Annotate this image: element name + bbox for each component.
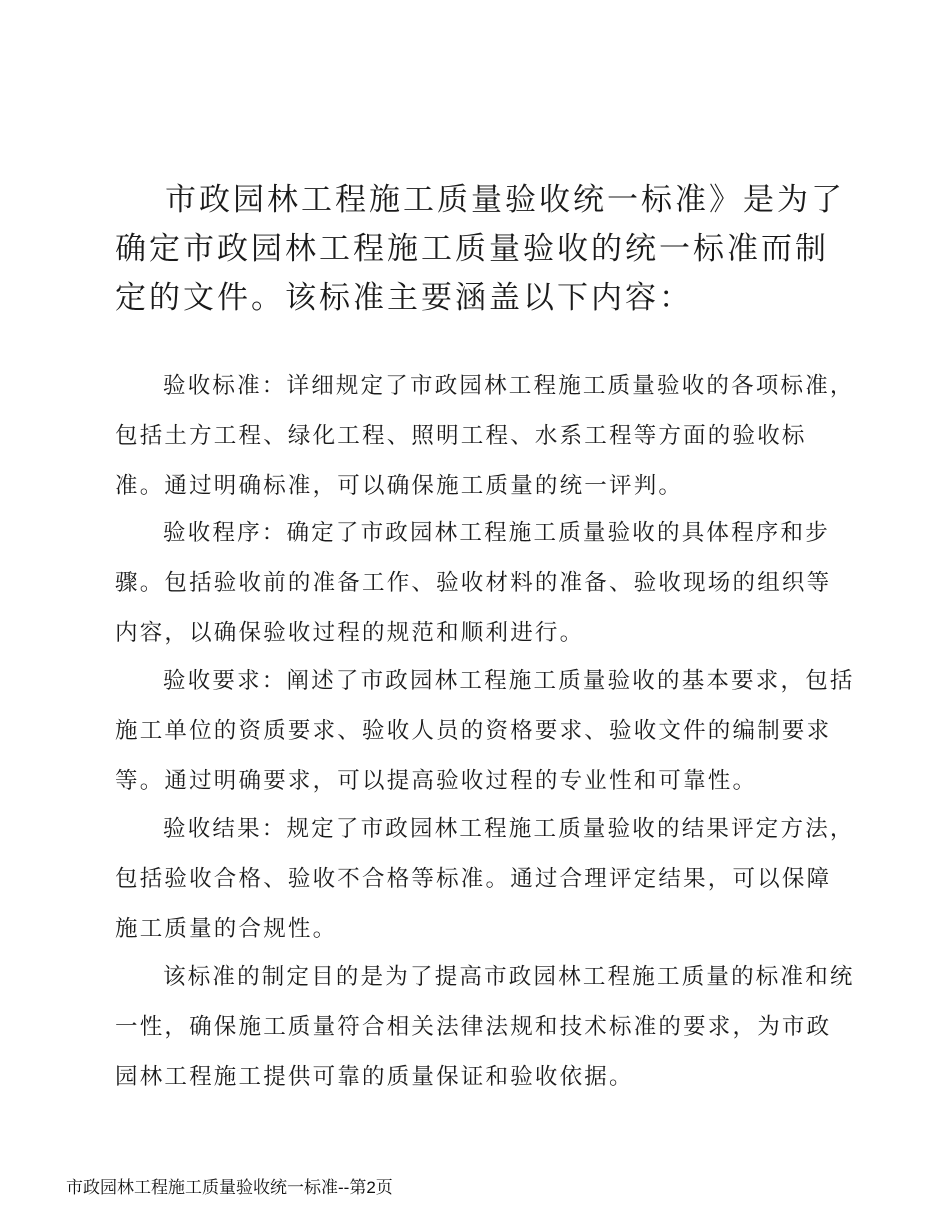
acceptance-requirements-paragraph: 验收要求：阐述了市政园林工程施工质量验收的基本要求，包括施工单位的资质要求、验收人员的资格要求、验收文件的编制要求等。通过明确要求，可以提高验收过程的专业性和可靠性。 (115, 668, 855, 794)
acceptance-standards-paragraph: 验收标准：详细规定了市政园林工程施工质量验收的各项标准，包括土方工程、绿化工程、照明工程、水系工程等方面的验收标准。通过明确标准，可以确保施工质量的统一评判。 (115, 373, 855, 499)
intro-paragraph: 市政园林工程施工质量验收统一标准》是为了确定市政园林工程施工质量验收的统一标准而制定的文件。该标准主要涵盖以下内容： (115, 182, 845, 316)
acceptance-results-paragraph: 验收结果：规定了市政园林工程施工质量验收的结果评定方法，包括验收合格、验收不合格等标准。通过合理评定结果，可以保障施工质量的合规性。 (115, 816, 855, 942)
acceptance-procedure-paragraph: 验收程序：确定了市政园林工程施工质量验收的具体程序和步骤。包括验收前的准备工作、验收材料的准备、验收现场的组织等内容，以确保验收过程的规范和顺利进行。 (115, 520, 832, 646)
page-footer: 市政园林工程施工质量验收统一标准--第2页 (66, 1178, 393, 1197)
purpose-paragraph: 该标准的制定目的是为了提高市政园林工程施工质量的标准和统一性，确保施工质量符合相关法律法规和技术标准的要求，为市政园林工程施工提供可靠的质量保证和验收依据。 (115, 964, 855, 1090)
